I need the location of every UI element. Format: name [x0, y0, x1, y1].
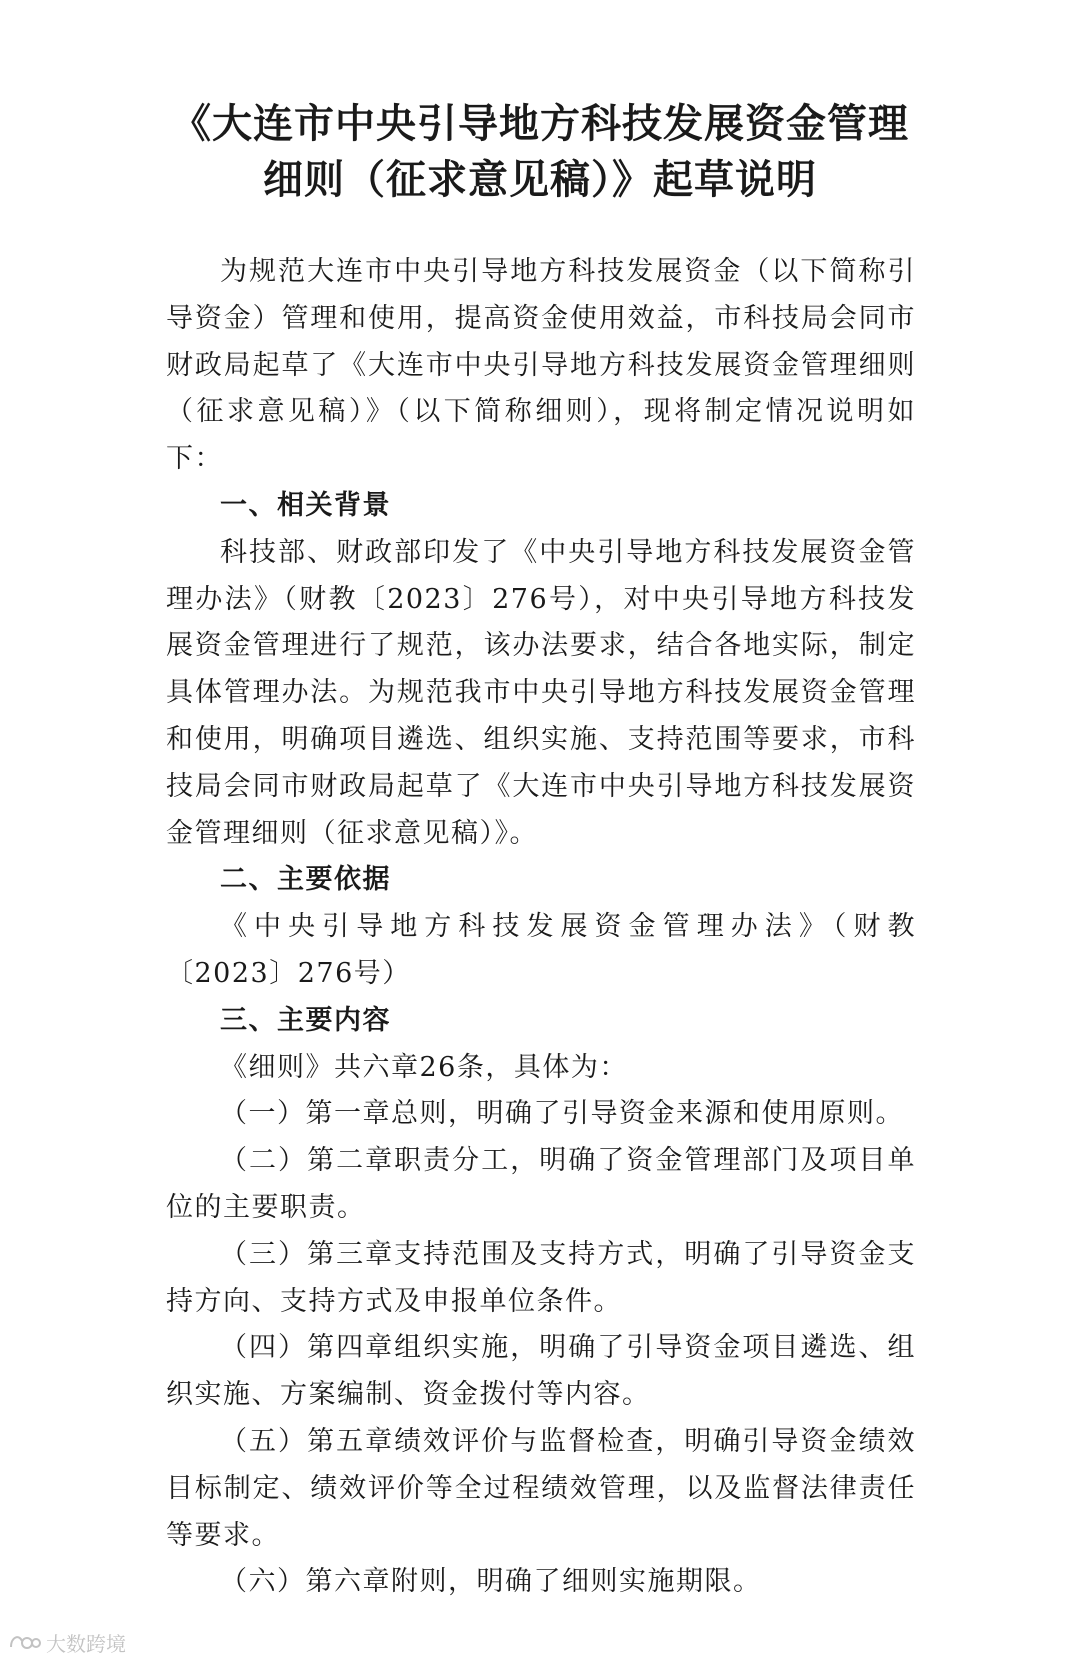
title-line-2: 细则（征求意见稿）》起草说明 — [263, 157, 817, 203]
background-paragraph: 科技部、财政部印发了《中央引导地方科技发展资金管理办法》（财教〔2023〕276号），对中央引导地方科技发展资金管理进行了规范，该办法要求，结合各地实际，制定具体管理办法。为规范我市中央引导地方科技发展资金管理和使用，明确项目遴选、组织实施、支持范围等要求，市科技局会同市财政局起草了《大连市中央引导地方科技发展资金管理细则（征求意见稿）》。 — [166, 536, 916, 849]
content-item-3: （三）第三章支持范围及支持方式，明确了引导资金支持方向、支持方式及申报单位条件。 — [166, 1238, 916, 1317]
content-item-6: （六）第六章附则，明确了细则实施期限。 — [220, 1566, 762, 1598]
content-item-2: （二）第二章职责分工，明确了资金管理部门及项目单位的主要职责。 — [166, 1145, 916, 1223]
content-item-4: （四）第四章组织实施，明确了引导资金项目遴选、组织实施、方案编制、资金拨付等内容。 — [166, 1332, 916, 1411]
section-heading-basis: 二、主要依据 — [220, 864, 391, 896]
logo-icon — [8, 1631, 42, 1653]
watermark — [8, 1628, 126, 1656]
intro-paragraph: 为规范大连市中央引导地方科技发展资金（以下简称引导资金）管理和使用，提高资金使用效益，市科技局会同市财政局起草了《大连市中央引导地方科技发展资金管理细则（征求意见稿）》（以下简称细则），现将制定情况说明如下： — [166, 256, 916, 475]
document-body — [166, 249, 916, 1606]
document-title — [0, 96, 1080, 208]
title-line-1: 《大连市中央引导地方科技发展资金管理 — [171, 101, 909, 147]
watermark-text: 大数跨境 — [46, 1631, 126, 1656]
section-heading-background: 一、相关背景 — [220, 489, 391, 521]
section-heading-content: 三、主要内容 — [220, 1004, 391, 1036]
content-summary: 《细则》共六章26条，具体为： — [220, 1051, 628, 1083]
basis-paragraph: 《中央引导地方科技发展资金管理办法》（财教〔2023〕276号） — [166, 911, 916, 989]
content-item-5: （五）第五章绩效评价与监督检查，明确引导资金绩效目标制定、绩效评价等全过程绩效管理，以及监督法律责任等要求。 — [166, 1425, 916, 1551]
content-item-1: （一）第一章总则，明确了引导资金来源和使用原则。 — [220, 1098, 904, 1130]
